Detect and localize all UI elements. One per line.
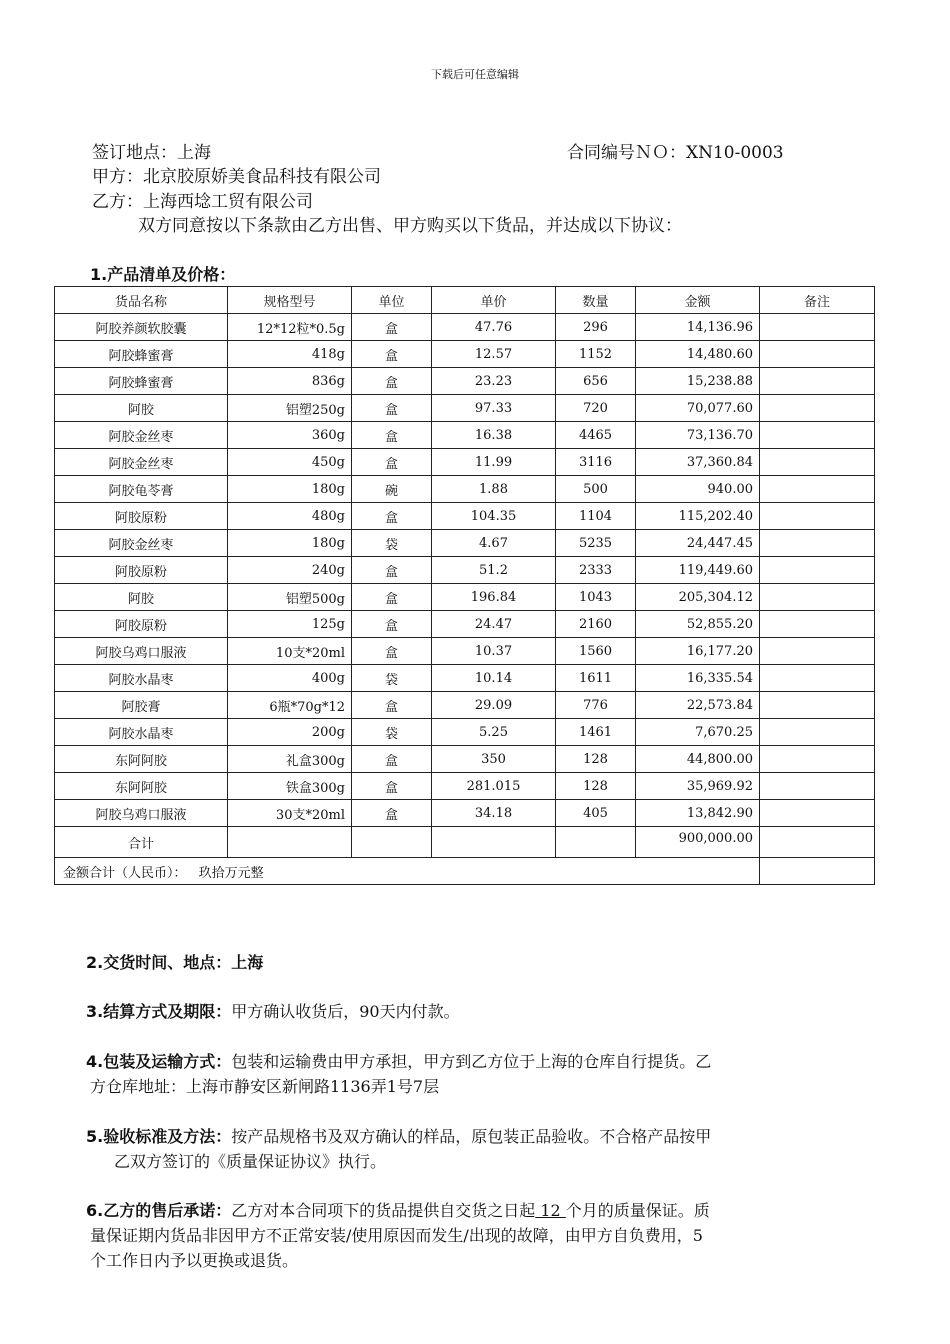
item-unit: 盒 [352,746,432,773]
item-price: 34.18 [432,800,556,827]
item-name: 阿胶蜂蜜膏 [55,341,228,368]
item-amount: 940.00 [636,476,760,503]
item-unit: 盒 [352,692,432,719]
total-row [55,827,875,858]
item-spec: 200g [228,719,352,746]
item-price: 1.88 [432,476,556,503]
item-amount: 44,800.00 [636,746,760,773]
item-qty: 3116 [556,449,636,476]
item-spec: 240g [228,557,352,584]
item-name: 阿胶原粉 [55,503,228,530]
item-spec: 礼盒300g [228,746,352,773]
item-price: 281.015 [432,773,556,800]
item-note [760,422,875,449]
item-amount: 14,480.60 [636,341,760,368]
table-row [55,584,875,611]
table-row [55,746,875,773]
item-unit: 盒 [352,341,432,368]
item-price: 104.35 [432,503,556,530]
item-qty: 776 [556,692,636,719]
section-2 [86,950,846,975]
item-spec: 30支*20ml [228,800,352,827]
item-note [760,395,875,422]
item-price: 24.47 [432,611,556,638]
section-4-text-1: 包装和运输费由甲方承担，甲方到乙方位于上海的仓库自行提货。乙 [231,1052,712,1071]
item-spec: 400g [228,665,352,692]
item-spec: 180g [228,530,352,557]
table-row [55,449,875,476]
item-name: 阿胶金丝枣 [55,422,228,449]
table-row [55,800,875,827]
item-note [760,611,875,638]
item-price: 47.76 [432,314,556,341]
item-name: 阿胶乌鸡口服液 [55,800,228,827]
item-qty: 656 [556,368,636,395]
item-note [760,665,875,692]
item-price: 5.25 [432,719,556,746]
item-spec: 铝塑250g [228,395,352,422]
item-amount: 16,177.20 [636,638,760,665]
table-row [55,314,875,341]
table-row [55,341,875,368]
table-row [55,476,875,503]
item-qty: 5235 [556,530,636,557]
item-amount: 22,573.84 [636,692,760,719]
item-amount: 73,136.70 [636,422,760,449]
table-row [55,665,875,692]
warranty-months: 12 [535,1201,566,1220]
item-qty: 128 [556,746,636,773]
item-qty: 1104 [556,503,636,530]
rmb-total-cell [55,858,760,885]
item-qty: 1043 [556,584,636,611]
item-note [760,800,875,827]
item-note [760,638,875,665]
item-spec: 铝塑500g [228,584,352,611]
item-name: 阿胶龟苓膏 [55,476,228,503]
section-3 [86,999,846,1024]
item-note [760,773,875,800]
item-price: 12.57 [432,341,556,368]
item-price: 97.33 [432,395,556,422]
item-price: 196.84 [432,584,556,611]
item-amount: 205,304.12 [636,584,760,611]
total-empty-cell [352,827,432,858]
item-amount: 119,449.60 [636,557,760,584]
item-spec: 360g [228,422,352,449]
party-a: 甲方：北京胶原娇美食品科技有限公司 [92,167,381,187]
section-6-text-1b: 个月的质量保证。质 [565,1201,710,1220]
item-spec: 480g [228,503,352,530]
table-row [55,611,875,638]
item-qty: 2333 [556,557,636,584]
item-qty: 4465 [556,422,636,449]
item-amount: 16,335.54 [636,665,760,692]
item-amount: 115,202.40 [636,503,760,530]
total-label: 合计 [55,827,228,858]
section-5-text-2: 乙双方签订的《质量保证协议》执行。 [114,1152,387,1171]
contract-number: 合同编号ＮＯ：XN10-0003 [567,143,784,163]
item-qty: 720 [556,395,636,422]
product-table [54,286,875,885]
item-name: 阿胶金丝枣 [55,530,228,557]
item-amount: 70,077.60 [636,395,760,422]
section-4-title: 4.包装及运输方式： [86,1052,232,1071]
total-empty-cell [556,827,636,858]
item-qty: 1461 [556,719,636,746]
table-row [55,368,875,395]
section-4-text-2: 方仓库地址：上海市静安区新闸路1136弄1号7层 [90,1077,440,1096]
section-5-title: 5.验收标准及方法： [86,1127,232,1146]
item-price: 350 [432,746,556,773]
item-note [760,692,875,719]
item-price: 11.99 [432,449,556,476]
item-note [760,503,875,530]
item-spec: 450g [228,449,352,476]
item-unit: 盒 [352,557,432,584]
item-unit: 盒 [352,584,432,611]
table-row [55,503,875,530]
item-qty: 500 [556,476,636,503]
item-unit: 盒 [352,422,432,449]
item-qty: 1611 [556,665,636,692]
item-note [760,584,875,611]
item-qty: 296 [556,314,636,341]
item-price: 10.37 [432,638,556,665]
item-amount: 7,670.25 [636,719,760,746]
rmb-total-empty-cell [760,858,875,885]
item-note [760,719,875,746]
rmb-total-row [55,858,875,885]
item-unit: 盒 [352,449,432,476]
item-price: 51.2 [432,557,556,584]
item-unit: 袋 [352,665,432,692]
section-5 [86,1124,846,1174]
col-header-name: 货品名称 [55,287,228,314]
section-4 [86,1049,846,1099]
item-name: 东阿阿胶 [55,773,228,800]
table-row [55,638,875,665]
table-row [55,422,875,449]
item-name: 阿胶金丝枣 [55,449,228,476]
item-note [760,368,875,395]
item-name: 阿胶蜂蜜膏 [55,368,228,395]
item-unit: 碗 [352,476,432,503]
item-unit: 盒 [352,611,432,638]
total-empty-cell [228,827,352,858]
section-3-title: 3.结算方式及期限： [86,1002,232,1021]
section-1-title: 1.产品清单及价格： [90,265,236,284]
item-qty: 1152 [556,341,636,368]
col-header-spec: 规格型号 [228,287,352,314]
section-2-title: 2.交货时间、地点：上海 [86,953,264,972]
item-amount: 37,360.84 [636,449,760,476]
item-unit: 盒 [352,503,432,530]
item-unit: 盒 [352,800,432,827]
item-note [760,746,875,773]
section-5-text-1: 按产品规格书及双方确认的样品，原包装正品验收。不合格产品按甲 [231,1127,712,1146]
table-row [55,530,875,557]
item-name: 东阿阿胶 [55,746,228,773]
item-note [760,341,875,368]
section-6-text-2: 量保证期内货品非因甲方不正常安装/使用原因而发生/出现的故障，由甲方自负费用，5 [90,1226,703,1245]
item-note [760,557,875,584]
party-b: 乙方：上海西埝工贸有限公司 [92,192,313,212]
total-empty-cell [760,827,875,858]
table-row [55,719,875,746]
item-name: 阿胶乌鸡口服液 [55,638,228,665]
top-note: 下载后可任意编辑 [431,68,519,81]
item-spec: 125g [228,611,352,638]
total-empty-cell [432,827,556,858]
item-unit: 盒 [352,638,432,665]
item-name: 阿胶 [55,395,228,422]
table-row [55,773,875,800]
item-name: 阿胶原粉 [55,611,228,638]
item-spec: 铁盒300g [228,773,352,800]
item-amount: 52,855.20 [636,611,760,638]
section-6 [86,1198,846,1273]
item-spec: 6瓶*70g*12 [228,692,352,719]
table-header-row [55,287,875,314]
item-spec: 180g [228,476,352,503]
total-amount: 900,000.00 [636,827,760,858]
item-spec: 10支*20ml [228,638,352,665]
item-spec: 12*12粒*0.5g [228,314,352,341]
item-qty: 405 [556,800,636,827]
table-row [55,395,875,422]
item-qty: 2160 [556,611,636,638]
item-unit: 盒 [352,368,432,395]
item-unit: 盒 [352,773,432,800]
item-price: 10.14 [432,665,556,692]
table-row [55,692,875,719]
item-name: 阿胶膏 [55,692,228,719]
item-price: 4.67 [432,530,556,557]
item-unit: 盒 [352,395,432,422]
rmb-total-label: 金额合计（人民币）： [63,865,187,881]
item-price: 23.23 [432,368,556,395]
item-name: 阿胶 [55,584,228,611]
section-6-text-3: 个工作日内予以更换或退货。 [90,1251,299,1270]
rmb-total-value: 玖拾万元整 [198,865,264,881]
item-unit: 袋 [352,530,432,557]
item-amount: 24,447.45 [636,530,760,557]
item-price: 29.09 [432,692,556,719]
table-row [55,557,875,584]
signing-location: 签订地点：上海 [92,143,211,163]
col-header-amount: 金额 [636,287,760,314]
item-amount: 14,136.96 [636,314,760,341]
item-name: 阿胶水晶枣 [55,665,228,692]
item-unit: 袋 [352,719,432,746]
col-header-unit: 单位 [352,287,432,314]
item-note [760,476,875,503]
item-price: 16.38 [432,422,556,449]
item-qty: 128 [556,773,636,800]
section-3-text: 甲方确认收货后，90天内付款。 [231,1002,460,1021]
agreement-intro: 双方同意按以下条款由乙方出售、甲方购买以下货品，并达成以下协议： [138,216,682,236]
item-amount: 13,842.90 [636,800,760,827]
col-header-qty: 数量 [556,287,636,314]
item-note [760,314,875,341]
section-6-text-1a: 乙方对本合同项下的货品提供自交货之日起 [231,1201,536,1220]
item-unit: 盒 [352,314,432,341]
col-header-price: 单价 [432,287,556,314]
item-amount: 35,969.92 [636,773,760,800]
item-name: 阿胶原粉 [55,557,228,584]
item-name: 阿胶水晶枣 [55,719,228,746]
item-amount: 15,238.88 [636,368,760,395]
item-qty: 1560 [556,638,636,665]
item-note [760,530,875,557]
col-header-note: 备注 [760,287,875,314]
item-spec: 418g [228,341,352,368]
item-name: 阿胶养颜软胶囊 [55,314,228,341]
section-6-title: 6.乙方的售后承诺： [86,1201,232,1220]
item-note [760,449,875,476]
item-spec: 836g [228,368,352,395]
